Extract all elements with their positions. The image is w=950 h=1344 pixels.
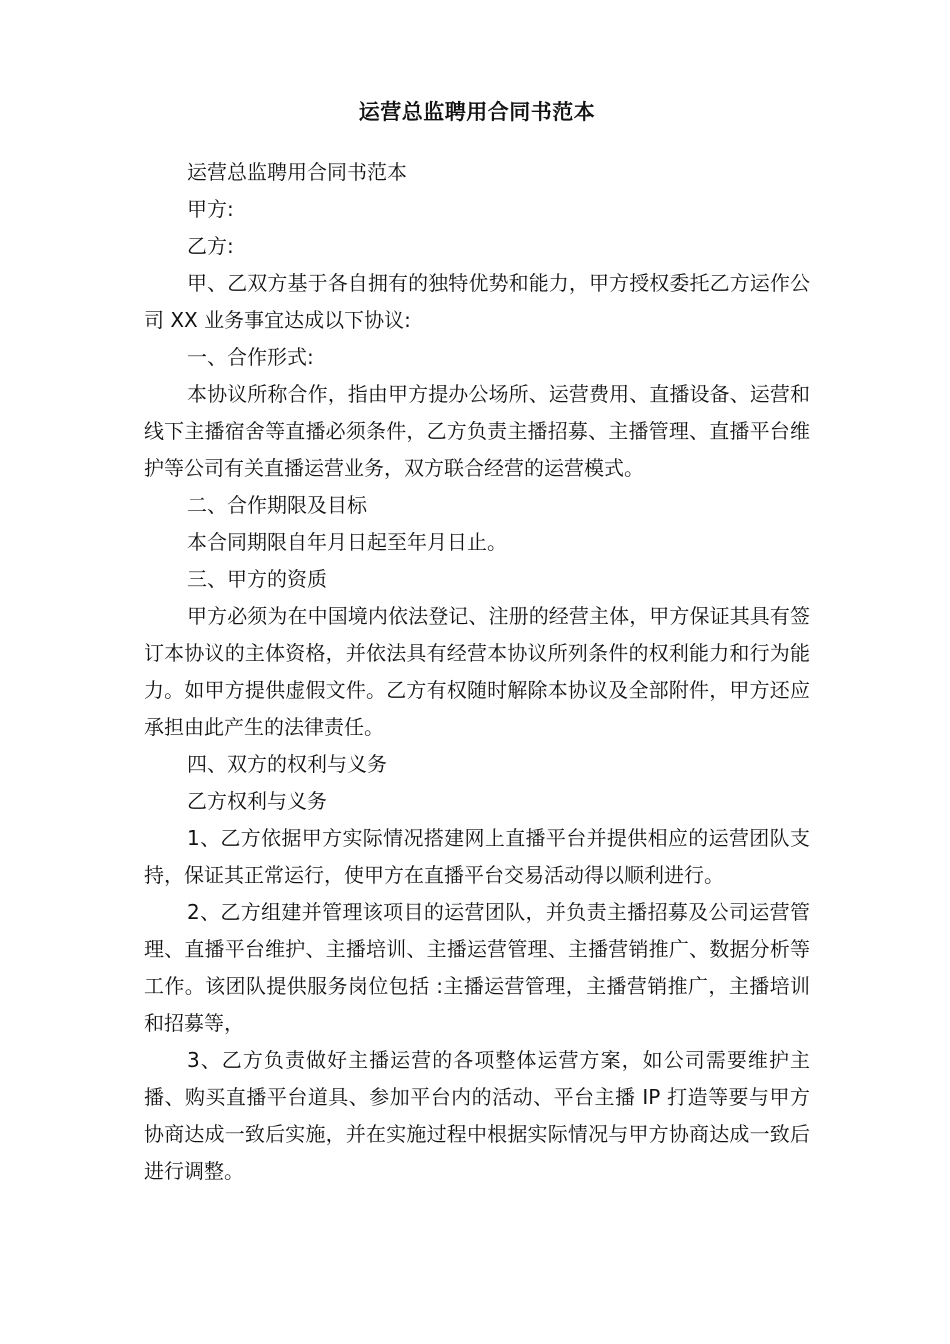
paragraph: 甲方: (187, 197, 234, 221)
paragraph: 甲、乙双方基于各自拥有的独特优势和能力，甲方授权委托乙方运作公司 XX 业务事宜达成以下协议: (144, 271, 810, 332)
paragraph: 本合同期限自年月日起至年月日止。 (187, 530, 507, 554)
section-heading: 二、合作期限及目标 (187, 493, 367, 517)
list-item: 3、乙方负责做好主播运营的各项整体运营方案，如公司需要维护主播、购买直播平台道具、参加平台内的活动、平台主播 IP 打造等要与甲方协商达成一致后实施，并在实施过程中根据实际情况与甲方协商达成一致后进行调整。 (144, 1048, 810, 1183)
section-heading: 四、双方的权利与义务 (187, 752, 387, 776)
list-item: 1、乙方依据甲方实际情况搭建网上直播平台并提供相应的运营团队支持，保证其正常运行，使甲方在直播平台交易活动得以顺利进行。 (144, 826, 810, 887)
paragraph: 本协议所称合作，指由甲方提办公场所、运营费用、直播设备、运营和线下主播宿舍等直播必须条件，乙方负责主播招募、主播管理、直播平台维护等公司有关直播运营业务，双方联合经营的运营模式。 (144, 382, 810, 480)
paragraph: 甲方必须为在中国境内依法登记、注册的经营主体，甲方保证其具有签订本协议的主体资格，并依法具有经营本协议所列条件的权利能力和行为能力。如甲方提供虚假文件。乙方有权随时解除本协议及全部附件，甲方还应承担由此产生的法律责任。 (144, 604, 810, 739)
list-item: 2、乙方组建并管理该项目的运营团队，并负责主播招募及公司运营管理、直播平台维护、主播培训、主播运营管理、主播营销推广、数据分析等工作。该团队提供服务岗位包括 :主播运营管理，主播营销推广，主播培训和招募等， (144, 900, 810, 1035)
section-heading: 三、甲方的资质 (187, 567, 327, 591)
document-title: 运营总监聘用合同书范本 (358, 100, 596, 124)
subsection-heading: 乙方权利与义务 (187, 789, 327, 813)
document-body (144, 154, 810, 1190)
section-heading: 一、合作形式: (187, 345, 314, 369)
paragraph: 乙方: (187, 234, 234, 258)
paragraph: 运营总监聘用合同书范本 (187, 160, 407, 184)
